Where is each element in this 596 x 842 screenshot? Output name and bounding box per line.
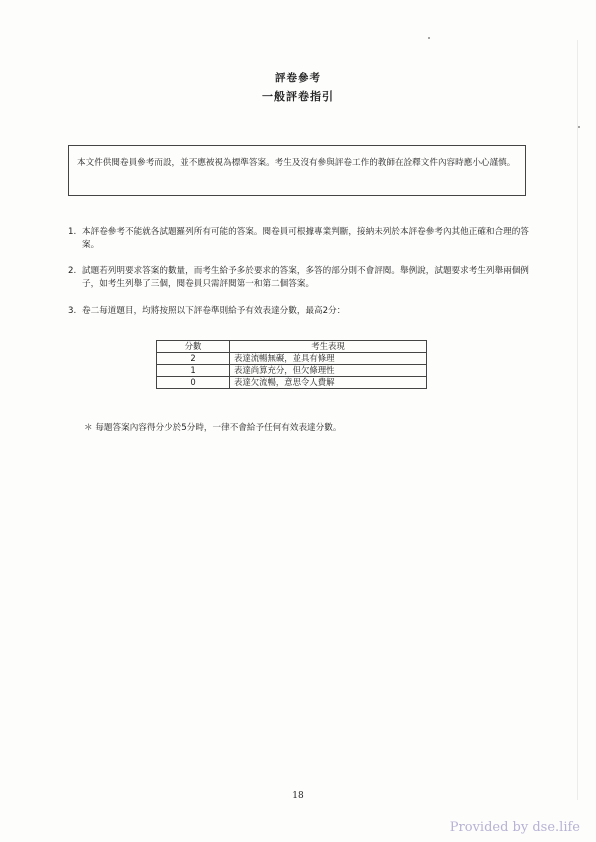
table-row xyxy=(157,353,427,365)
table-row xyxy=(157,365,427,377)
watermark-text: Provided by dse.life xyxy=(449,820,580,835)
item-text: 試題若列明要求答案的數量，而考生給予多於要求的答案，多答的部分則不會評閱。舉例說，試題要求考生列舉兩個例子，如考生列舉了三個，閱卷員只需評閱第一和第二個答案。 xyxy=(82,266,529,289)
performance-cell: 表達欠流暢，意思令人費解 xyxy=(230,377,427,389)
performance-cell: 表達流暢無礙，並具有條理 xyxy=(230,353,427,365)
table-header-row xyxy=(157,341,427,353)
scoring-table xyxy=(156,340,427,389)
item-text: 卷二每道題目，均將按照以下評卷準則給予有效表達分數，最高2分： xyxy=(82,306,346,316)
scan-speck xyxy=(428,37,430,39)
scan-edge-line xyxy=(577,40,578,800)
table-row xyxy=(157,377,427,389)
footnote: ＊ 每題答案內容得分少於5分時，一律不會給予任何有效表達分數。 xyxy=(84,423,342,433)
item-number: 1. xyxy=(68,227,77,237)
item-text: 本評卷參考不能就各試題羅列所有可能的答案。閱卷員可根據專業判斷，接納未列於本評卷參考內其他正確和合理的答案。 xyxy=(82,227,529,250)
performance-cell: 表達尚算充分，但欠條理性 xyxy=(230,365,427,377)
score-cell: 2 xyxy=(157,353,230,365)
item-number: 2. xyxy=(68,266,77,276)
item-number: 3. xyxy=(68,306,77,316)
page-number: 18 xyxy=(292,791,304,801)
scan-speck xyxy=(578,126,580,128)
score-cell: 1 xyxy=(157,365,230,377)
header-performance: 考生表現 xyxy=(230,341,427,353)
document-title: 評卷參考 xyxy=(275,72,321,84)
score-cell: 0 xyxy=(157,377,230,389)
notice-box: 本文件供閱卷員參考而設，並不應被視為標準答案。考生及沒有參與評卷工作的教師在詮釋文件內容時應小心謹慎。 xyxy=(68,145,526,196)
document-subtitle: 一般評卷指引 xyxy=(262,90,334,103)
header-score: 分數 xyxy=(157,341,230,353)
